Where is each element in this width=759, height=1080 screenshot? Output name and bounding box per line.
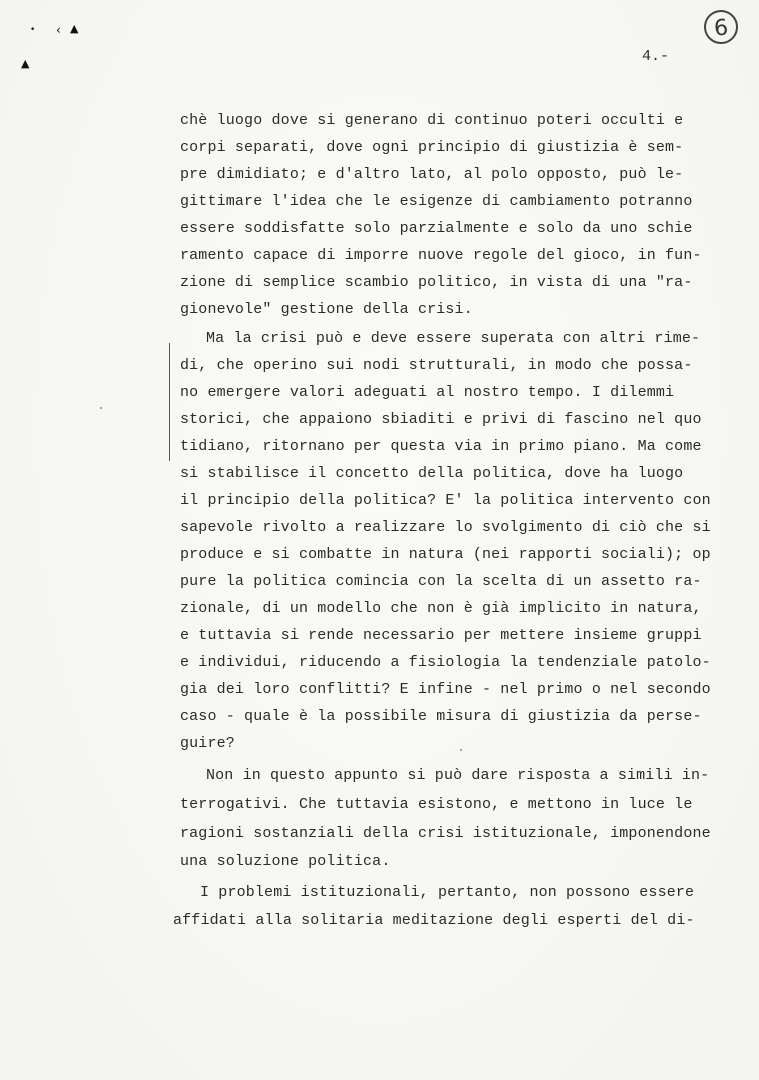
scan-mark: • bbox=[30, 25, 36, 35]
scan-speck bbox=[460, 749, 462, 751]
margin-annotation-line bbox=[169, 343, 170, 461]
body-text-line: affidati alla solitaria meditazione degli esperti del di- bbox=[173, 912, 695, 929]
body-text-line: terrogativi. Che tuttavia esistono, e mettono in luce le bbox=[180, 796, 693, 813]
page-number: 4.- bbox=[642, 48, 670, 65]
body-text-line: e tuttavia si rende necessario per mettere insieme gruppi bbox=[180, 627, 702, 644]
body-text-line: corpi separati, dove ogni principio di giustizia è sem- bbox=[180, 139, 684, 156]
body-text-line: pure la politica comincia con la scelta di un assetto ra- bbox=[180, 573, 702, 590]
body-text-line: zione di semplice scambio politico, in vista di una "ra- bbox=[180, 274, 693, 291]
body-text-line: Non in questo appunto si può dare risposta a simili in- bbox=[206, 767, 710, 784]
body-text-line: il principio della politica? E' la politica intervento con bbox=[180, 492, 711, 509]
body-text-line: una soluzione politica. bbox=[180, 853, 391, 870]
body-text-line: gia dei loro conflitti? E infine - nel primo o nel secondo bbox=[180, 681, 711, 698]
body-text-line: gittimare l'idea che le esigenze di cambiamento potranno bbox=[180, 193, 693, 210]
body-text-line: ragioni sostanziali della crisi istituzionale, imponendone bbox=[180, 825, 711, 842]
body-text-line: I problemi istituzionali, pertanto, non possono essere bbox=[200, 884, 695, 901]
body-text-line: essere soddisfatte solo parzialmente e solo da uno schie bbox=[180, 220, 693, 237]
body-text-line: sapevole rivolto a realizzare lo svolgimento di ciò che si bbox=[180, 519, 711, 536]
body-text-line: guire? bbox=[180, 735, 235, 752]
body-text-line: di, che operino sui nodi strutturali, in modo che possa- bbox=[180, 357, 693, 374]
body-text-line: ramento capace di imporre nuove regole del gioco, in fun- bbox=[180, 247, 702, 264]
body-text-line: no emergere valori adeguati al nostro tempo. I dilemmi bbox=[180, 384, 675, 401]
body-text-line: si stabilisce il concetto della politica, dove ha luogo bbox=[180, 465, 684, 482]
circled-page-marker: 6 bbox=[702, 8, 739, 45]
scan-speck bbox=[100, 407, 102, 409]
body-text-line: tidiano, ritornano per questa via in primo piano. Ma come bbox=[180, 438, 702, 455]
body-text-line: zionale, di un modello che non è già implicito in natura, bbox=[180, 600, 702, 617]
body-text-line: chè luogo dove si generano di continuo poteri occulti e bbox=[180, 112, 684, 129]
body-text-line: storici, che appaiono sbiaditi e privi di fascino nel quo bbox=[180, 411, 702, 428]
body-text-line: produce e si combatte in natura (nei rapporti sociali); op bbox=[180, 546, 711, 563]
body-text-line: Ma la crisi può e deve essere superata con altri rime- bbox=[206, 330, 701, 347]
body-text-line: caso - quale è la possibile misura di giustizia da perse- bbox=[180, 708, 702, 725]
body-text-line: pre dimidiato; e d'altro lato, al polo opposto, può le- bbox=[180, 166, 684, 183]
scan-mark: ▲ bbox=[70, 22, 79, 35]
scan-mark: ‹ bbox=[56, 23, 61, 37]
body-text-line: gionevole" gestione della crisi. bbox=[180, 301, 473, 318]
body-text-line: e individui, riducendo a fisiologia la tendenziale patolo- bbox=[180, 654, 711, 671]
scan-mark: ▲ bbox=[21, 57, 30, 70]
